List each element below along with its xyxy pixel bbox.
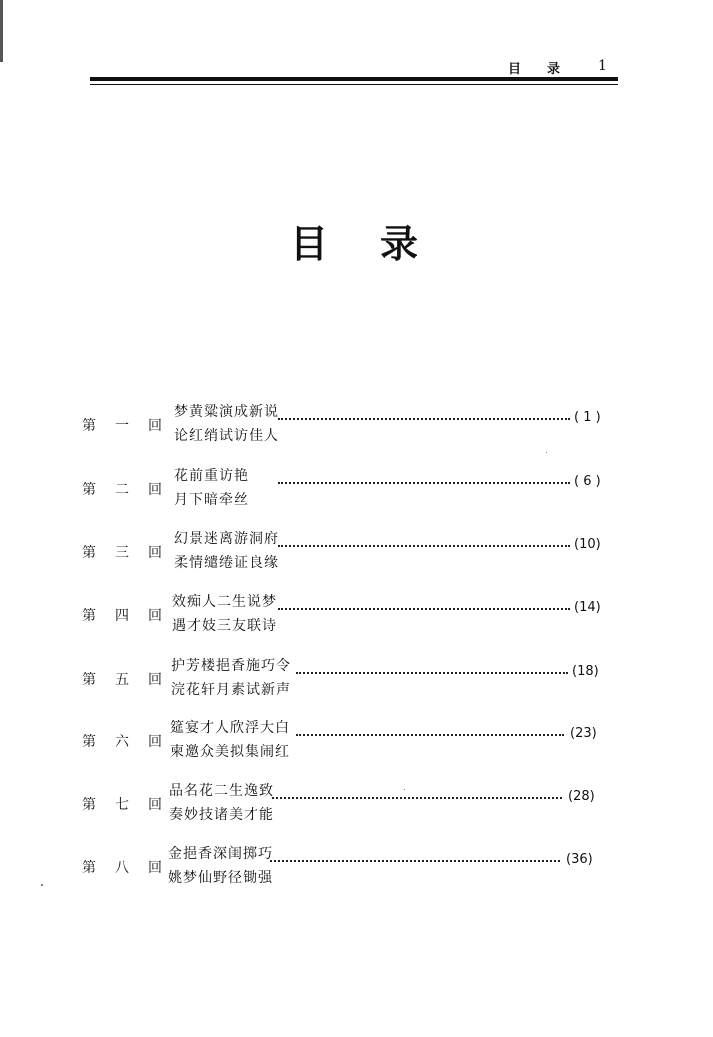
chapter-label: 第 七 回 xyxy=(82,797,162,813)
scan-speck xyxy=(41,884,43,886)
header-rule-thin xyxy=(90,84,618,85)
page-number: ( 6 ) xyxy=(574,474,601,489)
page-number: (23) xyxy=(570,726,597,741)
chapter-title-line1: 金挹香深闺掷巧 xyxy=(168,846,273,862)
toc-entry[interactable] xyxy=(82,465,622,515)
header-title: 目录 xyxy=(508,62,587,77)
toc-entry[interactable] xyxy=(82,717,622,767)
chapter-label: 第 四 回 xyxy=(82,608,162,624)
page-number: (10) xyxy=(574,537,601,552)
dot-leader xyxy=(278,545,570,547)
chapter-title-line2: 柬邀众美拟集闹红 xyxy=(170,744,290,760)
toc-entry[interactable] xyxy=(82,591,622,641)
header-rule-thick xyxy=(90,77,618,81)
chapter-title-line1: 护芳楼挹香施巧令 xyxy=(171,658,291,674)
toc-entry[interactable] xyxy=(82,843,622,893)
chapter-title-line1: 梦黄粱演成新说 xyxy=(174,404,279,420)
scan-speck xyxy=(404,789,405,790)
chapter-title-line2: 姚梦仙野径锄强 xyxy=(168,870,273,886)
running-header xyxy=(90,58,618,88)
chapter-label: 第 一 回 xyxy=(82,418,162,434)
page-number: (36) xyxy=(566,852,593,867)
page-edge-shadow xyxy=(0,0,3,62)
page-number: ( 1 ) xyxy=(574,410,601,425)
chapter-label: 第 五 回 xyxy=(82,672,162,688)
chapter-title-line1: 幻景迷离游洞府 xyxy=(174,531,279,547)
chapter-title-line2: 论红绡试访佳人 xyxy=(174,428,279,444)
chapter-label: 第 二 回 xyxy=(82,482,162,498)
chapter-label: 第 三 回 xyxy=(82,545,162,561)
header-page-number: 1 xyxy=(598,58,607,74)
toc-entry[interactable] xyxy=(82,655,622,705)
page-title: 目录 xyxy=(290,222,471,266)
dot-leader xyxy=(296,672,568,674)
chapter-title-line2: 月下暗牵丝 xyxy=(174,492,249,508)
chapter-title-line2: 奏妙技诸美才能 xyxy=(169,807,274,823)
chapter-title-line1: 品名花二生逸致 xyxy=(169,783,274,799)
chapter-label: 第 八 回 xyxy=(82,860,162,876)
chapter-title-line1: 筵宴才人欣浮大白 xyxy=(170,720,290,736)
page-number: (14) xyxy=(574,600,601,615)
chapter-title-line1: 效痴人二生说梦 xyxy=(172,594,277,610)
toc-entry[interactable] xyxy=(82,401,622,451)
chapter-title-line2: 遇才妓三友联诗 xyxy=(172,618,277,634)
chapter-title-line2: 柔情缱绻证良缘 xyxy=(174,555,279,571)
dot-leader xyxy=(296,734,564,736)
toc-entry[interactable] xyxy=(82,780,622,830)
chapter-title-line1: 花前重访艳 xyxy=(174,468,249,484)
page-number: (28) xyxy=(568,789,595,804)
chapter-label: 第 六 回 xyxy=(82,734,162,750)
dot-leader xyxy=(272,797,562,799)
toc-entry[interactable] xyxy=(82,528,622,578)
chapter-title-line2: 浣花轩月素试新声 xyxy=(171,682,291,698)
dot-leader xyxy=(270,860,560,862)
dot-leader xyxy=(278,608,570,610)
dot-leader xyxy=(278,482,570,484)
scan-speck xyxy=(546,452,547,453)
dot-leader xyxy=(278,418,570,420)
page-number: (18) xyxy=(572,664,599,679)
